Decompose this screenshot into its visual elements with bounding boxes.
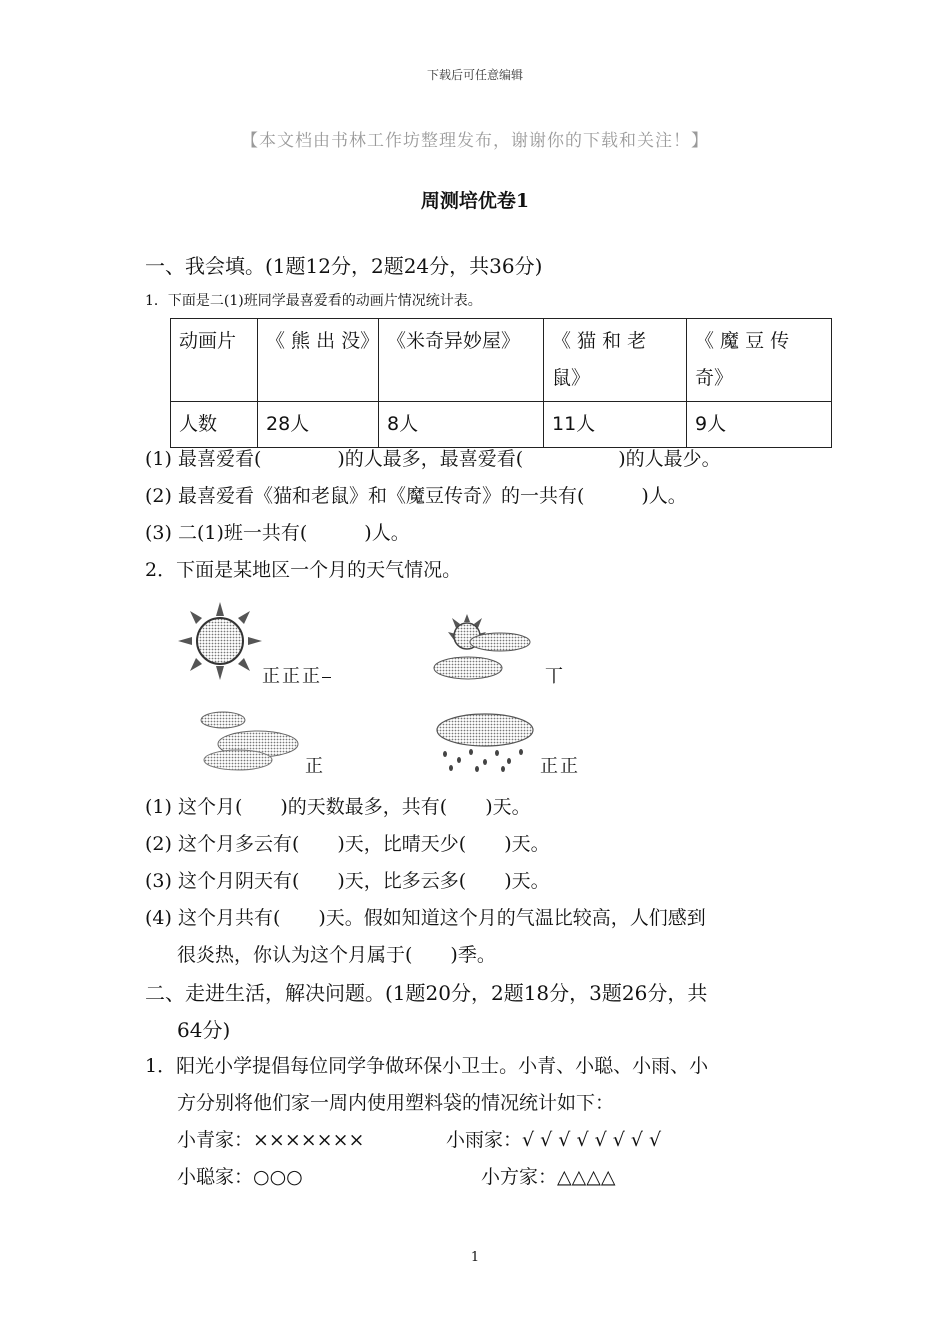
- page-title: 周测培优卷1: [420, 190, 530, 212]
- record-xiaofang: 小方家：△△△△: [481, 1166, 616, 1188]
- table-cell: 动画片: [171, 319, 258, 402]
- table-row: [171, 402, 832, 448]
- table-cell: 11人: [544, 402, 687, 448]
- q2-intro: 2．下面是某地区一个月的天气情况。: [145, 559, 462, 581]
- q2-sub-1: (1) 这个月( )的天数最多，共有( )天。: [145, 796, 531, 818]
- cloudy-tally: 丅: [545, 666, 565, 687]
- q1-intro: 1．下面是二(1)班同学最喜爱看的动画片情况统计表。: [145, 293, 482, 309]
- s2-q1-line1: 1．阳光小学提倡每位同学争做环保小卫士。小青、小聪、小雨、小: [145, 1055, 709, 1077]
- sun-icon: [175, 600, 265, 682]
- section2-heading: 二、走进生活，解决问题。(1题20分，2题18分，3题26分，共: [145, 981, 708, 1005]
- rain-icon: [433, 708, 538, 774]
- page-number: 1: [470, 1250, 480, 1265]
- overcast-icon: [198, 708, 303, 772]
- q2-sub-4: (4) 这个月共有( )天。假如知道这个月的气温比较高，人们感到: [145, 907, 706, 929]
- section1-heading: 一、我会填。(1题12分，2题24分，共36分): [145, 254, 543, 278]
- q1-sub-1: (1) 最喜爱看( )的人最多，最喜爱看( )的人最少。: [145, 448, 721, 470]
- q1-sub-2: (2) 最喜爱看《猫和老鼠》和《魔豆传奇》的一共有( )人。: [145, 485, 687, 507]
- cartoon-stats-table: [170, 318, 832, 448]
- table-cell: 人数: [171, 402, 258, 448]
- table-row: [171, 319, 832, 402]
- section2-heading-cont: 64分): [177, 1018, 231, 1042]
- table-cell: 《 魔 豆 传 奇》: [687, 319, 832, 402]
- table-cell: 《 熊 出 没》: [258, 319, 379, 402]
- header-note: 下载后可任意编辑: [426, 68, 523, 82]
- q2-sub-4-cont: 很炎热，你认为这个月属于( )季。: [177, 944, 496, 966]
- q2-sub-3: (3) 这个月阴天有( )天，比多云多( )天。: [145, 870, 550, 892]
- s2-q1-line2: 方分别将他们家一周内使用塑料袋的情况统计如下：: [177, 1092, 615, 1114]
- overcast-tally: 正: [305, 756, 325, 777]
- record-xiaocong: 小聪家：○○○: [177, 1166, 303, 1188]
- record-xiaoyu: 小雨家：√ √ √ √ √ √ √ √: [446, 1129, 662, 1151]
- sunny-tally: 正正正⎯: [262, 666, 333, 687]
- table-cell: 《 猫 和 老 鼠》: [544, 319, 687, 402]
- q1-sub-3: (3) 二(1)班一共有( )人。: [145, 522, 410, 544]
- partly-cloudy-icon: [430, 612, 540, 684]
- rain-tally: 正正: [540, 756, 580, 777]
- table-cell: 8人: [379, 402, 544, 448]
- q2-sub-2: (2) 这个月多云有( )天，比晴天少( )天。: [145, 833, 550, 855]
- table-cell: 28人: [258, 402, 379, 448]
- record-xiaoqing: 小青家：×××××××: [177, 1129, 365, 1151]
- table-cell: 9人: [687, 402, 832, 448]
- promo-banner: 【本文档由书林工作坊整理发布，谢谢你的下载和关注！】: [241, 131, 709, 151]
- table-cell: 《米奇异妙屋》: [379, 319, 544, 402]
